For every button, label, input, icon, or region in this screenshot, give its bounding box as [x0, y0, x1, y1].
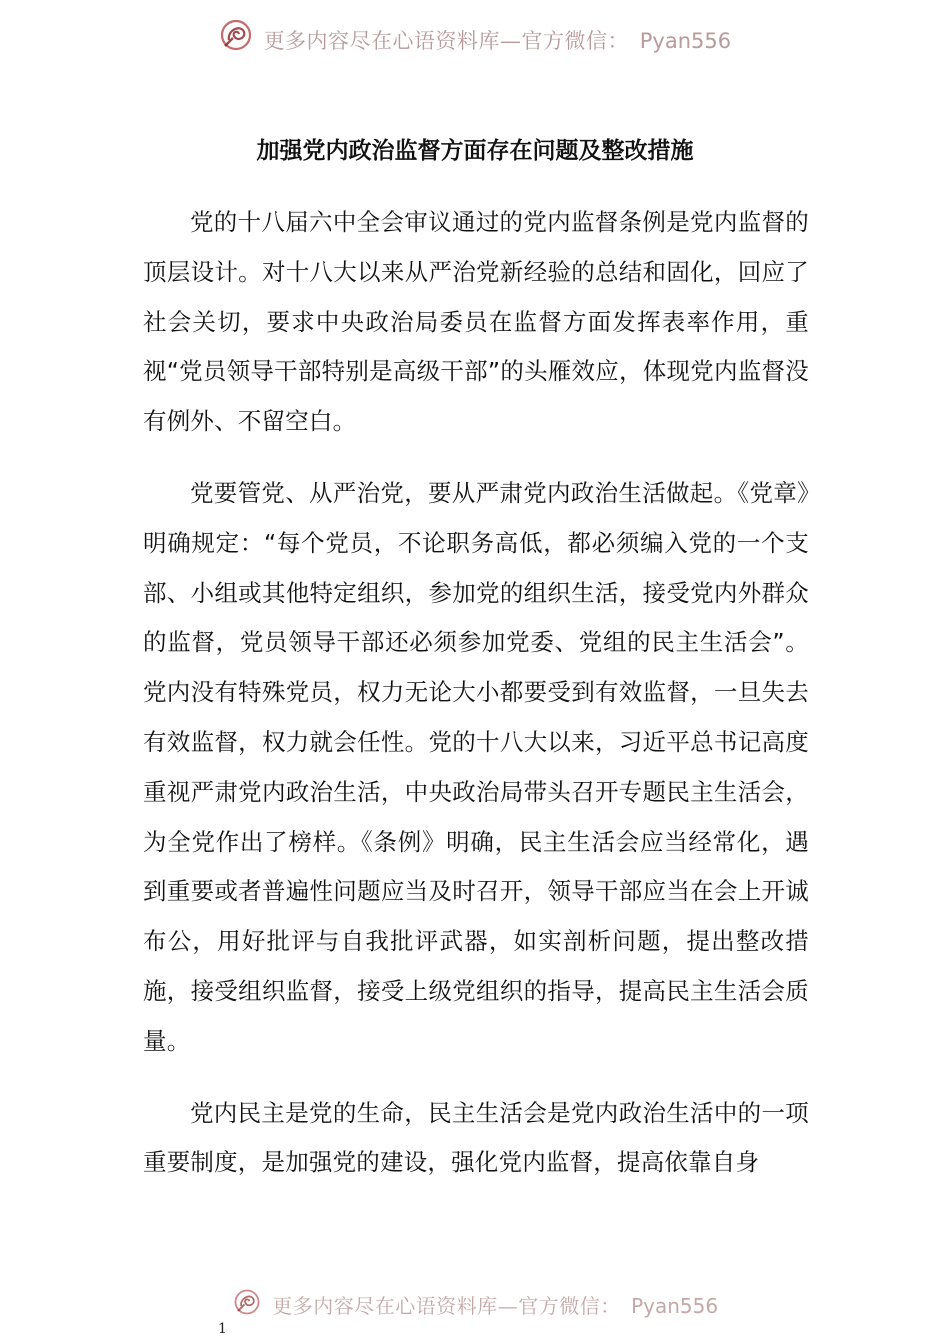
footer-watermark: [0, 1288, 950, 1318]
spiral-logo-icon: [219, 18, 253, 64]
footer-wechat-id: Pyan556: [631, 1294, 719, 1318]
header-wechat-id: Pyan556: [639, 29, 732, 53]
document-title: 加强党内政治监督方面存在问题及整改措施: [256, 138, 694, 164]
paragraph-2: 党要管党、从严治党，要从严肃党内政治生活做起。《党章》明确规定：“每个党员，不论职务高低，都必须编入党的一个支部、小组或其他特定组织，参加党的组织生活，接受党内外群众的监督，党员领导干部还必须参加党委、党组的民主生活会”。党内没有特殊党员，权力无论大小都要受到有效监督，一旦失去有效监督，权力就会任性。党的十八大以来，习近平总书记高度重视严肃党内政治生活，中央政治局带头召开专题民主生活会，为全党作出了榜样。《条例》明确，民主生活会应当经常化，遇到重要或者普遍性问题应当及时召开，领导干部应当在会上开诚布公，用好批评与自我批评武器，如实剖析问题，提出整改措施，接受组织监督，接受上级党组织的指导，提高民主生活会质量。: [143, 478, 809, 1055]
spiral-logo-icon: [232, 1288, 262, 1324]
footer-watermark-text: 更多内容尽在心语资料库—官方微信：: [272, 1294, 621, 1318]
header-watermark-text: 更多内容尽在心语资料库—官方微信：: [263, 29, 630, 53]
header-watermark: [0, 18, 950, 56]
page-number: 1: [218, 1321, 227, 1337]
document-body: [143, 198, 809, 1210]
paragraph-3: 党内民主是党的生命，民主生活会是党内政治生活中的一项重要制度，是加强党的建设，强化党内监督，提高依靠自身: [143, 1098, 809, 1177]
paragraph-1: 党的十八届六中全会审议通过的党内监督条例是党内监督的顶层设计。对十八大以来从严治党新经验的总结和固化，回应了社会关切，要求中央政治局委员在监督方面发挥表率作用，重视“党员领导干部特别是高级干部”的头雁效应，体现党内监督没有例外、不留空白。: [143, 208, 809, 436]
